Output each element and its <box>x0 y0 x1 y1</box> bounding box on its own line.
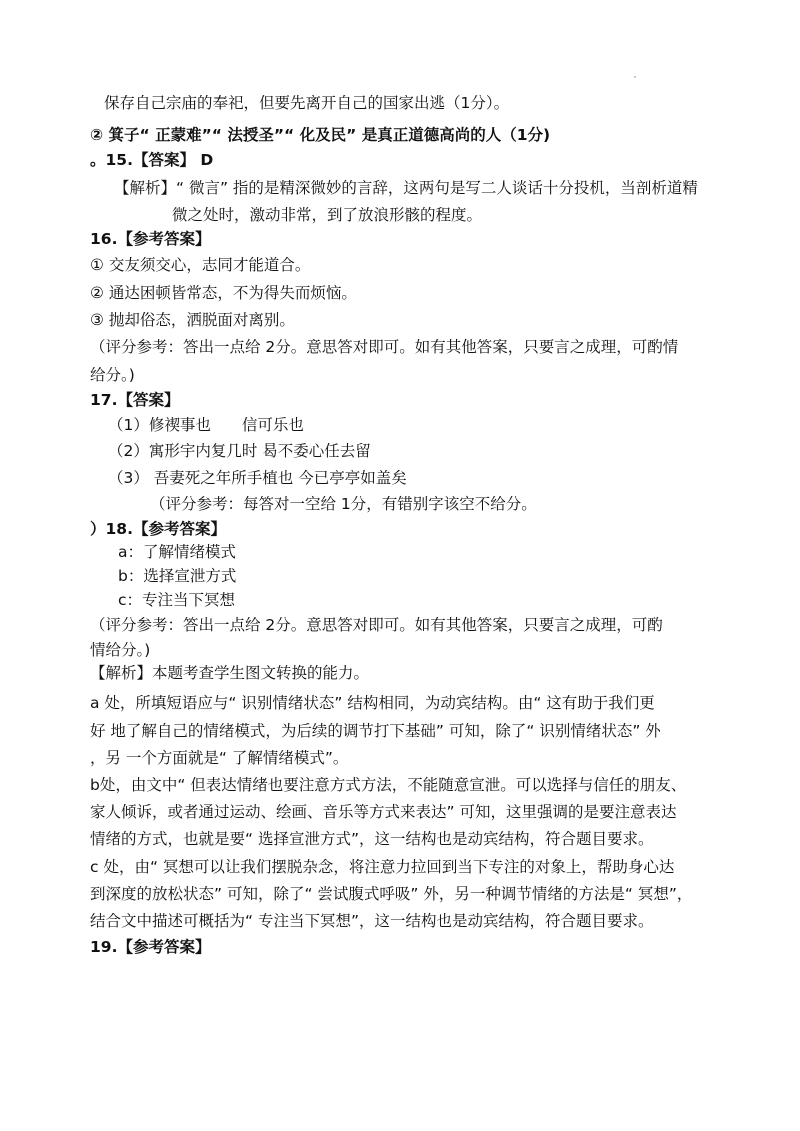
analysis-line: ，另 一个方面就是“ 了解情绪模式”。 <box>90 749 349 767</box>
question-16-heading: 16.【参考答案】 <box>90 230 211 248</box>
scoring-note: （评分参考：每答对一空给 1分，有错别字该空不给分。 <box>150 495 537 513</box>
scoring-note: （评分参考：答出一点给 2分。意思答对即可。如有其他答案，只要言之成理，可酌 <box>90 616 663 634</box>
analysis-line: 情绪的方式，也就是要“ 选择宣泄方式”，这一结构也是动宾结构，符合题目要求。 <box>90 830 654 848</box>
analysis-line: 微之处时，激动非常，到了放浪形骸的程度。 <box>172 206 483 224</box>
answer-item: a：了解情绪模式 <box>118 543 236 561</box>
analysis-heading: 【解析】本题考查学生图文转换的能力。 <box>90 664 370 682</box>
question-19-heading: 19.【参考答案】 <box>90 938 211 956</box>
answer-line: 保存自己宗庙的奉祀，但要先离开自己的国家出逃（1分）。 <box>104 94 510 112</box>
question-17-heading: 17.【答案】 <box>90 391 180 409</box>
question-18-heading: ）18.【参考答案】 <box>90 520 226 538</box>
scoring-note: 情给分。) <box>90 641 151 659</box>
answer-item: c：专注当下冥想 <box>118 591 236 609</box>
analysis-line: 结合文中描述可概括为“ 专注当下冥想”，这一结构也是动宾结构，符合题目要求。 <box>90 912 654 930</box>
analysis-line: b处，由文中“ 但表达情绪也要注意方式方法，不能随意宣泄。可以选择与信任的朋友、 <box>90 776 687 794</box>
answer-item: b：选择宣泄方式 <box>118 567 237 585</box>
question-15-heading: 。15.【答案】 D <box>90 151 214 169</box>
analysis-line: 【解析】“ 微言” 指的是精深微妙的言辞，这两句是写二人谈话十分投机，当剖析道精 <box>114 179 698 197</box>
scoring-note: （评分参考：答出一点给 2分。意思答对即可。如有其他答案，只要言之成理，可酌情 <box>90 338 679 356</box>
analysis-line: 好 地了解自己的情绪模式，为后续的调节打下基础” 可知，除了“ 识别情绪状态” 外 <box>90 722 661 740</box>
speck-mark <box>634 76 636 78</box>
analysis-line: 家人倾诉，或者通过运动、绘画、音乐等方式来表达” 可知，这里强调的是要注意表达 <box>90 803 677 821</box>
analysis-line: c 处，由“ 冥想可以让我们摆脱杂念，将注意力拉回到当下专注的对象上，帮助身心达 <box>90 858 675 876</box>
answer-point: ① 交友须交心，志同才能道合。 <box>90 256 311 274</box>
scoring-note: 给分。) <box>90 366 135 384</box>
answer-point: ③ 抛却俗态，洒脱面对离别。 <box>90 311 295 329</box>
answer-line: ② 箕子“ 正蒙难”“ 法授圣”“ 化及民” 是真正道德高尚的人（1分) <box>90 126 551 144</box>
analysis-line: a 处，所填短语应与“ 识别情绪状态” 结构相同，为动宾结构。由“ 这有助于我们更 <box>90 694 655 712</box>
answer-item: （3） 吾妻死之年所手植也 今已亭亭如盖矣 <box>108 469 407 487</box>
answer-point: ② 通达困顿皆常态，不为得失而烦恼。 <box>90 284 357 302</box>
answer-item: （1）修禊事也 信可乐也 <box>108 416 304 434</box>
analysis-line: 到深度的放松状态” 可知，除了“ 尝试腹式呼吸” 外，另一种调节情绪的方法是“ 冥想”， <box>90 885 693 903</box>
answer-item: （2）寓形宇内复几时 曷不委心任去留 <box>108 442 371 460</box>
